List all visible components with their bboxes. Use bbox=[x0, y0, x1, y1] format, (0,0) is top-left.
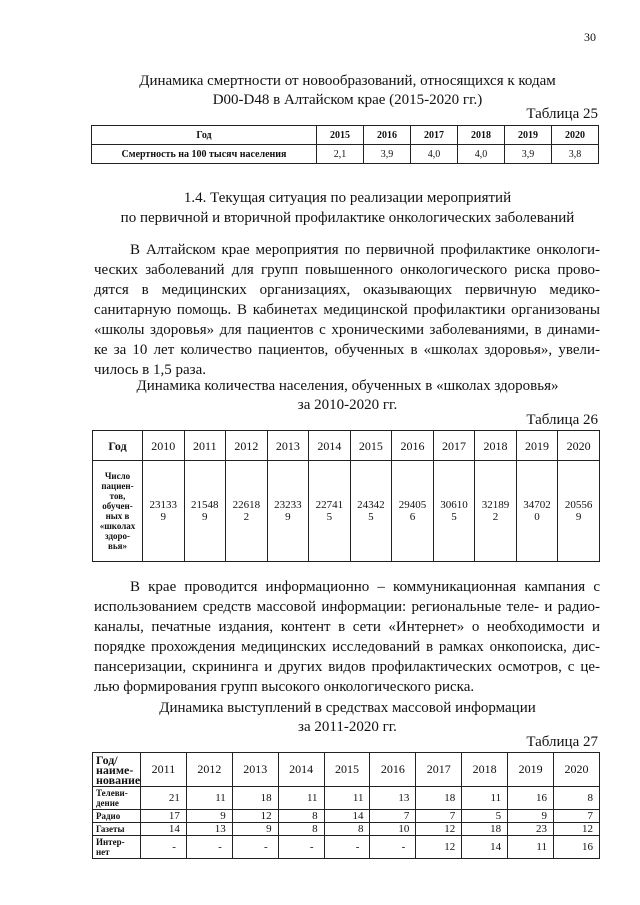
value-cell: 2,1 bbox=[317, 145, 364, 164]
value-cell: 7 bbox=[416, 810, 462, 823]
table-row bbox=[93, 461, 600, 562]
value-cell: 8 bbox=[278, 810, 324, 823]
value-cell: 8 bbox=[554, 787, 600, 810]
value-part: 30610 bbox=[440, 499, 468, 511]
year-cell: 2016 bbox=[364, 126, 411, 145]
value-part: 9 bbox=[160, 511, 167, 523]
year-cell: 2018 bbox=[462, 753, 508, 787]
row-label-line: Телеви- bbox=[96, 788, 128, 798]
value-cell: 13 bbox=[370, 787, 416, 810]
value-cell bbox=[475, 461, 517, 562]
value-part: 22741 bbox=[315, 499, 344, 511]
value-cell: 9 bbox=[232, 823, 278, 836]
value-cell: 12 bbox=[554, 823, 600, 836]
row-label-line: дение bbox=[96, 798, 119, 808]
table-27 bbox=[92, 752, 600, 859]
paragraph-line: ческих заболеваний для групп повышенного онкологического риска прово- bbox=[94, 262, 600, 278]
value-cell: 18 bbox=[462, 823, 508, 836]
table26-label: Таблица 26 bbox=[526, 412, 598, 428]
table27-caption bbox=[95, 699, 600, 737]
year-cell: 2017 bbox=[411, 126, 458, 145]
value-cell: 12 bbox=[416, 823, 462, 836]
section-title bbox=[95, 188, 600, 228]
value-cell: - bbox=[232, 836, 278, 859]
row-label bbox=[93, 810, 141, 823]
value-cell: 9 bbox=[186, 810, 232, 823]
value-cell: 12 bbox=[232, 810, 278, 823]
value-cell bbox=[184, 461, 226, 562]
table-row bbox=[92, 145, 599, 164]
row-label-line: «школах bbox=[99, 521, 136, 531]
table-26 bbox=[92, 430, 600, 562]
value-cell: 18 bbox=[416, 787, 462, 810]
value-cell bbox=[309, 461, 351, 562]
value-part: 9 bbox=[202, 511, 208, 523]
value-cell: - bbox=[278, 836, 324, 859]
paragraph-line: В крае проводится информационно – коммуникационная кампания с bbox=[130, 579, 600, 595]
header-cell: Год bbox=[93, 431, 143, 461]
year-cell: 2010 bbox=[143, 431, 185, 461]
section-title-line2: по первичной и вторичной профилактике онкологических заболеваний bbox=[120, 210, 575, 226]
year-cell: 2015 bbox=[350, 431, 392, 461]
row-label-line: ных в bbox=[105, 511, 130, 521]
table-row bbox=[93, 787, 600, 810]
value-part: 23233 bbox=[274, 499, 302, 511]
year-cell: 2011 bbox=[141, 753, 187, 787]
table-row bbox=[92, 126, 599, 145]
row-label bbox=[93, 823, 141, 836]
value-part: 24342 bbox=[357, 499, 385, 511]
row-label: Смертность на 100 тысяч населения bbox=[92, 145, 317, 164]
table25-label: Таблица 25 bbox=[526, 106, 598, 122]
value-cell: 10 bbox=[370, 823, 416, 836]
value-cell: - bbox=[141, 836, 187, 859]
row-label-line: нет bbox=[96, 847, 110, 857]
year-cell: 2019 bbox=[516, 431, 558, 461]
value-cell: 12 bbox=[416, 836, 462, 859]
row-label-line: Интер- bbox=[96, 837, 125, 847]
year-cell: 2015 bbox=[324, 753, 370, 787]
value-cell: 5 bbox=[462, 810, 508, 823]
value-cell bbox=[392, 461, 434, 562]
row-label-line: обучен- bbox=[102, 501, 133, 511]
row-label-line: Радио bbox=[96, 811, 121, 821]
paragraph-line: порядке прохождения медицинских исследований в рамках онкопоиска, дис- bbox=[94, 639, 600, 655]
value-cell: 14 bbox=[141, 823, 187, 836]
value-cell: 11 bbox=[508, 836, 554, 859]
year-cell: 2016 bbox=[370, 753, 416, 787]
value-cell: 11 bbox=[462, 787, 508, 810]
paragraph-line: лью формирования групп высокого онкологического риска. bbox=[94, 679, 475, 695]
row-label-line: Число bbox=[104, 471, 131, 481]
year-cell: 2016 bbox=[392, 431, 434, 461]
paragraph-line: В Алтайском крае мероприятия по первичной профилактике онкологи- bbox=[130, 242, 600, 258]
row-label-line: вья» bbox=[108, 541, 127, 551]
page-number: 30 bbox=[584, 30, 596, 44]
table25-caption-line2: D00-D48 в Алтайском крае (2015-2020 гг.) bbox=[212, 92, 483, 108]
value-cell: 9 bbox=[508, 810, 554, 823]
value-cell: 8 bbox=[278, 823, 324, 836]
value-cell bbox=[558, 461, 600, 562]
value-cell: 7 bbox=[370, 810, 416, 823]
table-row bbox=[93, 823, 600, 836]
year-cell: 2015 bbox=[317, 126, 364, 145]
value-cell: 14 bbox=[462, 836, 508, 859]
value-part: 2 bbox=[492, 511, 499, 523]
value-cell bbox=[350, 461, 392, 562]
year-cell: 2018 bbox=[475, 431, 517, 461]
table-row bbox=[93, 836, 600, 859]
year-cell: 2017 bbox=[416, 753, 462, 787]
paragraph-line: дятся в медицинских организациях, оказывающих первичную медико- bbox=[94, 282, 600, 298]
value-part: 22618 bbox=[232, 499, 261, 511]
value-cell: 3,8 bbox=[552, 145, 599, 164]
value-cell: 23 bbox=[508, 823, 554, 836]
value-part: 29405 bbox=[398, 499, 427, 511]
value-part: 9 bbox=[575, 511, 582, 523]
value-part: 9 bbox=[285, 511, 291, 523]
value-cell bbox=[226, 461, 268, 562]
value-part: 5 bbox=[368, 511, 374, 523]
paragraph-line: каналы, печатные издания, контент в сети «Интернет» о необходимости и bbox=[94, 619, 600, 635]
value-cell: 3,9 bbox=[505, 145, 552, 164]
table25-caption bbox=[95, 72, 600, 110]
year-cell: 2020 bbox=[554, 753, 600, 787]
table26-caption-line2: за 2010-2020 гг. bbox=[297, 397, 398, 413]
value-cell: 18 bbox=[232, 787, 278, 810]
year-cell: 2018 bbox=[458, 126, 505, 145]
paragraph-line: «школы здоровья» для пациентов с хроническими заболеваниями, в динами- bbox=[94, 322, 600, 338]
value-cell: 11 bbox=[324, 787, 370, 810]
value-part: 21548 bbox=[191, 499, 219, 511]
header-line: наиме- bbox=[96, 762, 134, 777]
value-part: 32189 bbox=[481, 499, 510, 511]
year-cell: 2014 bbox=[278, 753, 324, 787]
value-part: 20556 bbox=[564, 499, 593, 511]
value-cell bbox=[516, 461, 558, 562]
year-cell: 2019 bbox=[505, 126, 552, 145]
row-label bbox=[93, 461, 143, 562]
value-part: 6 bbox=[409, 511, 416, 523]
value-part: 5 bbox=[451, 511, 457, 523]
year-cell: 2019 bbox=[508, 753, 554, 787]
table25-caption-line1: Динамика смертности от новообразований, относящихся к кодам bbox=[139, 73, 556, 89]
paragraph-line: использованием средств массовой информации: региональные теле- и радио- bbox=[94, 599, 600, 615]
paragraph-line: чилось в 1,5 раза. bbox=[94, 362, 207, 378]
table27-caption-line2: за 2011-2020 гг. bbox=[298, 719, 397, 735]
value-cell: 4,0 bbox=[458, 145, 505, 164]
value-cell: 8 bbox=[324, 823, 370, 836]
year-cell: 2020 bbox=[552, 126, 599, 145]
value-cell: 11 bbox=[186, 787, 232, 810]
value-cell bbox=[143, 461, 185, 562]
year-cell: 2011 bbox=[184, 431, 226, 461]
value-cell: 4,0 bbox=[411, 145, 458, 164]
year-cell: 2013 bbox=[267, 431, 309, 461]
value-part: 23133 bbox=[149, 499, 178, 511]
header-cell: Год bbox=[92, 126, 317, 145]
value-cell: 3,9 bbox=[364, 145, 411, 164]
value-cell: - bbox=[324, 836, 370, 859]
paragraph-media-campaign bbox=[94, 577, 600, 697]
value-cell: 21 bbox=[141, 787, 187, 810]
value-part: 2 bbox=[243, 511, 250, 523]
row-label bbox=[93, 787, 141, 810]
header-line: нование bbox=[96, 772, 141, 787]
table26-caption bbox=[95, 377, 600, 415]
value-cell: 16 bbox=[508, 787, 554, 810]
row-label-line: пациен- bbox=[101, 481, 134, 491]
value-cell bbox=[267, 461, 309, 562]
table27-label: Таблица 27 bbox=[526, 734, 598, 750]
value-cell: - bbox=[370, 836, 416, 859]
year-cell: 2017 bbox=[433, 431, 475, 461]
value-cell: 13 bbox=[186, 823, 232, 836]
value-cell bbox=[433, 461, 475, 562]
value-cell: 11 bbox=[278, 787, 324, 810]
table-25 bbox=[91, 125, 599, 164]
value-cell: 17 bbox=[141, 810, 187, 823]
row-label-line: Газеты bbox=[96, 824, 125, 834]
year-cell: 2020 bbox=[558, 431, 600, 461]
table26-caption-line1: Динамика количества населения, обученных в «школах здоровья» bbox=[136, 378, 559, 394]
value-part: 5 bbox=[326, 511, 333, 523]
section-title-line1: 1.4. Текущая ситуация по реализации мероприятий bbox=[183, 190, 512, 206]
value-part: 34702 bbox=[523, 499, 551, 511]
year-cell: 2012 bbox=[226, 431, 268, 461]
value-part: 0 bbox=[534, 511, 540, 523]
value-cell: - bbox=[186, 836, 232, 859]
table-row bbox=[93, 753, 600, 787]
row-label-line: тов, bbox=[109, 491, 126, 501]
value-cell: 14 bbox=[324, 810, 370, 823]
table27-caption-line1: Динамика выступлений в средствах массовой информации bbox=[159, 700, 536, 716]
paragraph-school-health bbox=[94, 240, 600, 380]
year-cell: 2014 bbox=[309, 431, 351, 461]
paragraph-line: ке за 10 лет количество пациентов, обученных в «школах здоровья», увели- bbox=[94, 342, 600, 358]
year-cell: 2012 bbox=[186, 753, 232, 787]
paragraph-line: санитарную помощь. В кабинетах медицинской профилактики организованы bbox=[94, 302, 600, 318]
value-cell: 16 bbox=[554, 836, 600, 859]
value-cell: 7 bbox=[554, 810, 600, 823]
row-label bbox=[93, 836, 141, 859]
row-label-line: здоро- bbox=[104, 531, 130, 541]
table-row bbox=[93, 431, 600, 461]
header-cell bbox=[93, 753, 141, 787]
year-cell: 2013 bbox=[232, 753, 278, 787]
paragraph-line: пансеризации, скрининга и других видов профилактических осмотров, с це- bbox=[94, 659, 600, 675]
header-line: Год/ bbox=[96, 752, 118, 767]
table-row bbox=[93, 810, 600, 823]
